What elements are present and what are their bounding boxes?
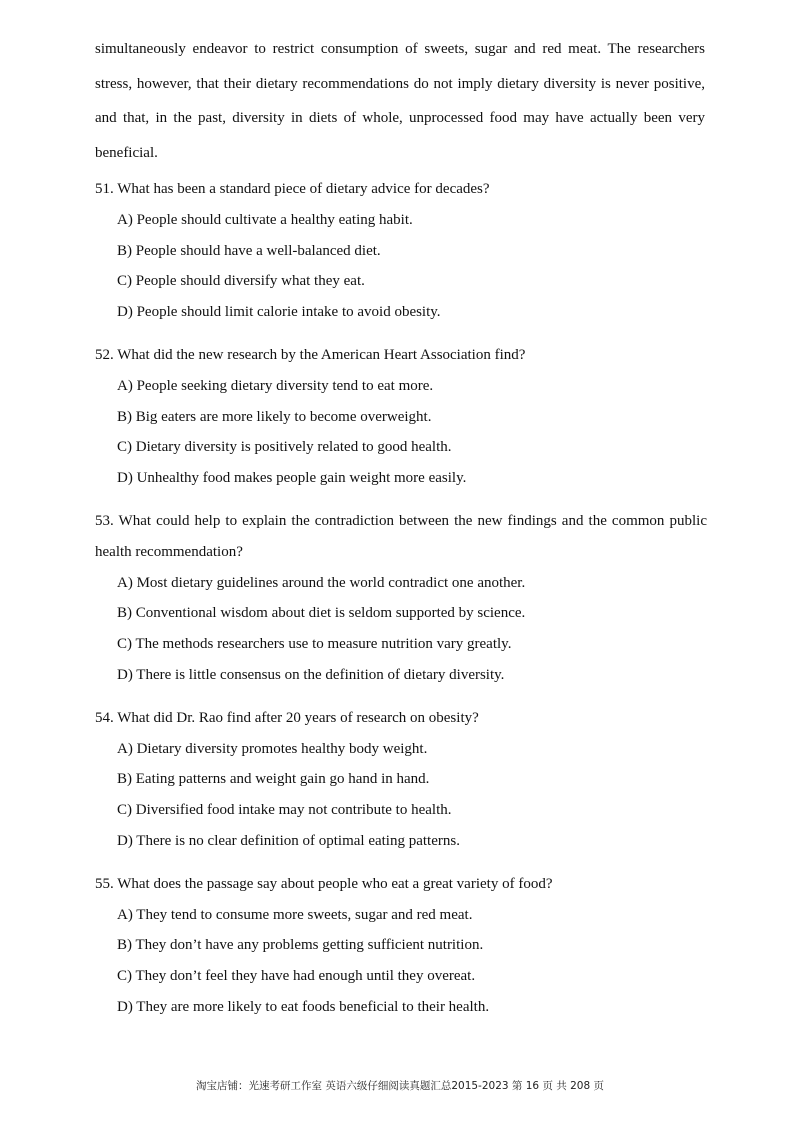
option-d: D) People should limit calorie intake to avoid obesity.: [117, 304, 441, 321]
option-d: D) There is no clear definition of optimal eating patterns.: [117, 832, 460, 849]
option-b: B) They don’t have any problems getting sufficient nutrition.: [117, 937, 484, 954]
option-d: D) They are more likely to eat foods beneficial to their health.: [117, 998, 490, 1015]
passage-paragraph: simultaneously endeavor to restrict consumption of sweets, sugar and red meat. The researchers stress, however, that their dietary recommendations do not imply dietary diversity is never positive, and that, in the past, diversity in diets of whole, unprocessed food may have actually been very beneficial.: [95, 41, 705, 161]
question-stem: 55. What does the passage say about people who eat a great variety of food?: [95, 875, 553, 892]
page-footer: 淘宝店铺：光速考研工作室 英语六级仔细阅读真题汇总2015-2023 第 16 页 共 208 页: [196, 1080, 604, 1092]
option-a: A) Most dietary guidelines around the world contradict one another.: [117, 574, 526, 591]
option-b: B) People should have a well-balanced diet.: [117, 242, 381, 259]
question-stem: 52. What did the new research by the American Heart Association find?: [95, 346, 526, 363]
option-a: A) Dietary diversity promotes healthy body weight.: [117, 740, 428, 757]
question-stem: 51. What has been a standard piece of dietary advice for decades?: [95, 181, 490, 197]
question-stem: 53. What could help to explain the contradiction between the new findings and the common public health recommendation?: [95, 512, 707, 560]
question-52: [95, 340, 707, 494]
option-c: C) They don’t feel they have had enough until they overeat.: [117, 968, 476, 985]
option-d: D) There is little consensus on the definition of dietary diversity.: [117, 666, 505, 683]
option-a: A) People seeking dietary diversity tend to eat more.: [117, 377, 434, 394]
question-list: [95, 174, 707, 1035]
option-b: B) Conventional wisdom about diet is seldom supported by science.: [117, 605, 526, 622]
question-stem: 54. What did Dr. Rao find after 20 years of research on obesity?: [95, 709, 479, 726]
question-53: [95, 506, 707, 691]
option-c: C) People should diversify what they eat.: [117, 273, 365, 290]
question-51: [95, 174, 707, 328]
question-54: [95, 703, 707, 857]
option-d: D) Unhealthy food makes people gain weight more easily.: [117, 470, 467, 487]
option-c: C) Dietary diversity is positively related to good health.: [117, 439, 452, 456]
option-c: C) The methods researchers use to measure nutrition vary greatly.: [117, 636, 512, 653]
option-b: B) Big eaters are more likely to become overweight.: [117, 408, 432, 425]
option-a: A) People should cultivate a healthy eating habit.: [117, 211, 413, 228]
option-b: B) Eating patterns and weight gain go hand in hand.: [117, 771, 430, 788]
question-55: [95, 869, 707, 1023]
option-c: C) Diversified food intake may not contribute to health.: [117, 802, 452, 819]
option-a: A) They tend to consume more sweets, sugar and red meat.: [117, 906, 473, 923]
